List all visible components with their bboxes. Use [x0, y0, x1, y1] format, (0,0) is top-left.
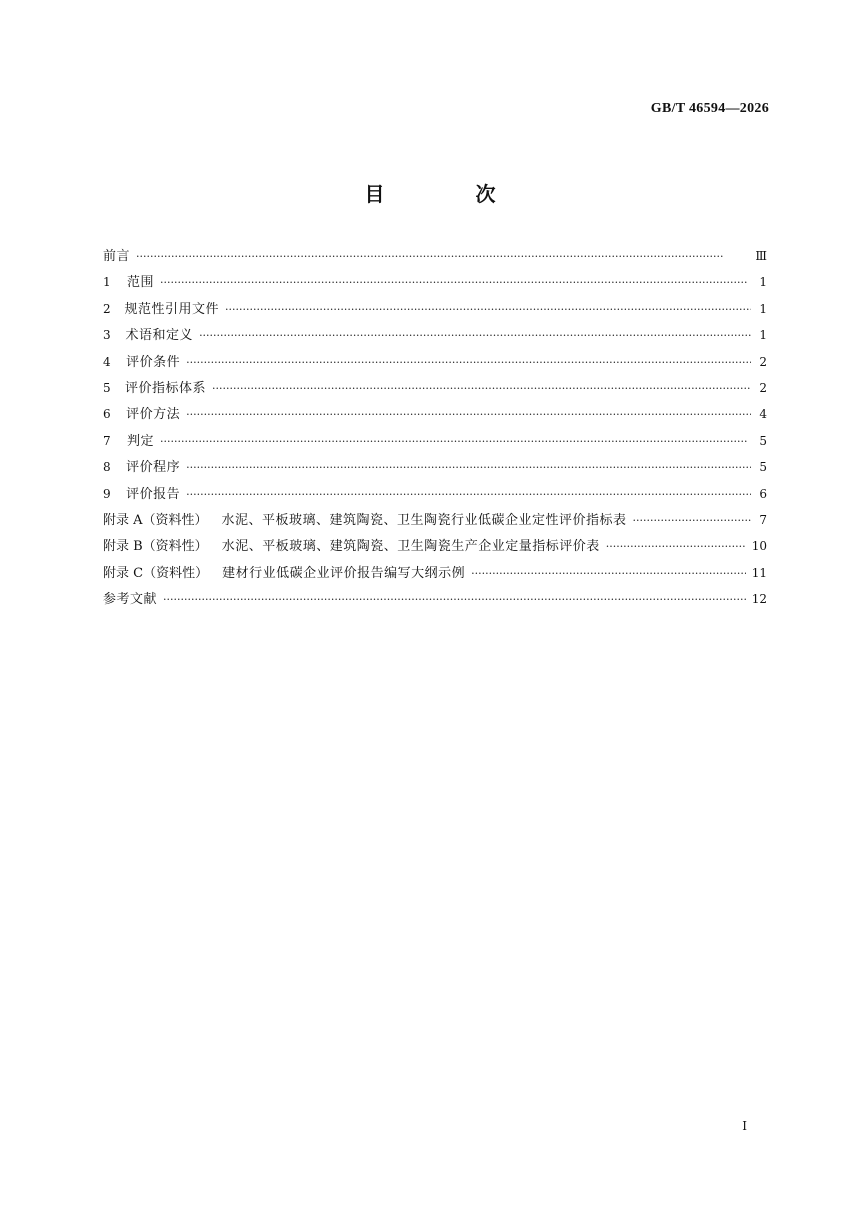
toc-entry-page: 2 — [759, 380, 767, 395]
toc-entry-page: 7 — [759, 512, 767, 527]
toc-dot-leader — [199, 326, 751, 346]
toc-entry[interactable] — [103, 563, 767, 589]
toc-entry[interactable] — [103, 246, 767, 272]
toc-entry-page: 1 — [759, 301, 767, 316]
toc-dot-leader — [212, 379, 751, 399]
toc-entry-page: 12 — [751, 592, 767, 607]
toc-entry-page: 11 — [751, 565, 767, 580]
toc-entry[interactable] — [103, 352, 767, 378]
toc-dot-leader — [225, 300, 751, 320]
toc-entry[interactable] — [103, 325, 767, 351]
toc-entry[interactable] — [103, 378, 767, 404]
toc-entry-label: 参考文献 — [103, 592, 158, 608]
toc-dot-leader — [186, 458, 751, 478]
toc-dot-leader — [186, 353, 751, 373]
toc-entry[interactable] — [103, 272, 767, 298]
toc-dot-leader — [633, 511, 751, 531]
toc-entry-label: 范围 — [127, 275, 155, 291]
toc-entry-number: 7 — [103, 433, 111, 448]
toc-entry-page: Ⅲ — [755, 249, 767, 263]
toc-entry-label: 建材行业低碳企业评价报告编写大纲示例 — [222, 565, 466, 581]
toc-dot-leader — [136, 247, 749, 267]
toc-entry-page: 1 — [759, 275, 767, 290]
toc-entry[interactable] — [103, 484, 767, 510]
page-title: 目 次 — [364, 182, 538, 206]
toc-entry-label: 规范性引用文件 — [124, 301, 219, 317]
toc-entry[interactable] — [103, 457, 767, 483]
toc-entry-number: 1 — [103, 275, 111, 290]
toc-entry[interactable] — [103, 431, 767, 457]
standard-code: GB/T 46594—2026 — [650, 101, 769, 116]
toc-entry-page: 6 — [759, 486, 767, 501]
toc-entry-number: 9 — [103, 486, 111, 501]
toc-entry[interactable] — [103, 510, 767, 536]
toc-entry-annex-prefix: 附录 A（资料性） — [103, 512, 208, 528]
toc-entry[interactable] — [103, 536, 767, 562]
toc-entry-number: 5 — [103, 380, 111, 395]
toc-dot-leader — [160, 432, 751, 452]
toc-dot-leader — [160, 273, 751, 293]
toc-entry-label: 水泥、平板玻璃、建筑陶瓷、卫生陶瓷生产企业定量指标评价表 — [221, 539, 600, 555]
toc-entry-annex-prefix: 附录 C（资料性） — [103, 565, 209, 581]
toc-entry-page: 1 — [759, 328, 767, 343]
toc-entry-label: 评价指标体系 — [125, 380, 207, 396]
toc-entry-page: 5 — [759, 433, 767, 448]
toc-entry-page: 10 — [751, 539, 767, 554]
toc-entry-number: 6 — [103, 407, 111, 422]
table-of-contents — [103, 246, 767, 615]
toc-dot-leader — [163, 590, 746, 610]
toc-entry-label: 评价报告 — [126, 486, 181, 502]
toc-dot-leader — [471, 564, 746, 584]
toc-entry[interactable] — [103, 404, 767, 430]
toc-entry-label: 评价条件 — [126, 354, 181, 370]
toc-entry-page: 5 — [759, 460, 767, 475]
toc-entry-number: 4 — [103, 354, 111, 369]
toc-entry-label: 评价方法 — [126, 407, 181, 423]
toc-dot-leader — [606, 537, 746, 557]
toc-entry-label: 判定 — [127, 433, 155, 449]
toc-entry-annex-prefix: 附录 B（资料性） — [103, 539, 208, 555]
page-number: Ⅰ — [742, 1119, 747, 1133]
toc-entry-label: 评价程序 — [126, 460, 181, 476]
toc-dot-leader — [186, 485, 751, 505]
toc-entry-number: 2 — [103, 301, 111, 316]
toc-entry-page: 2 — [759, 354, 767, 369]
toc-dot-leader — [186, 405, 751, 425]
toc-entry[interactable] — [103, 589, 767, 615]
toc-entry-number: 3 — [103, 328, 111, 343]
toc-entry-label: 水泥、平板玻璃、建筑陶瓷、卫生陶瓷行业低碳企业定性评价指标表 — [221, 512, 627, 528]
toc-entry[interactable] — [103, 299, 767, 325]
toc-entry-label: 术语和定义 — [125, 328, 194, 344]
toc-entry-number: 8 — [103, 460, 111, 475]
toc-entry-page: 4 — [759, 407, 767, 422]
toc-entry-label: 前言 — [103, 249, 131, 264]
